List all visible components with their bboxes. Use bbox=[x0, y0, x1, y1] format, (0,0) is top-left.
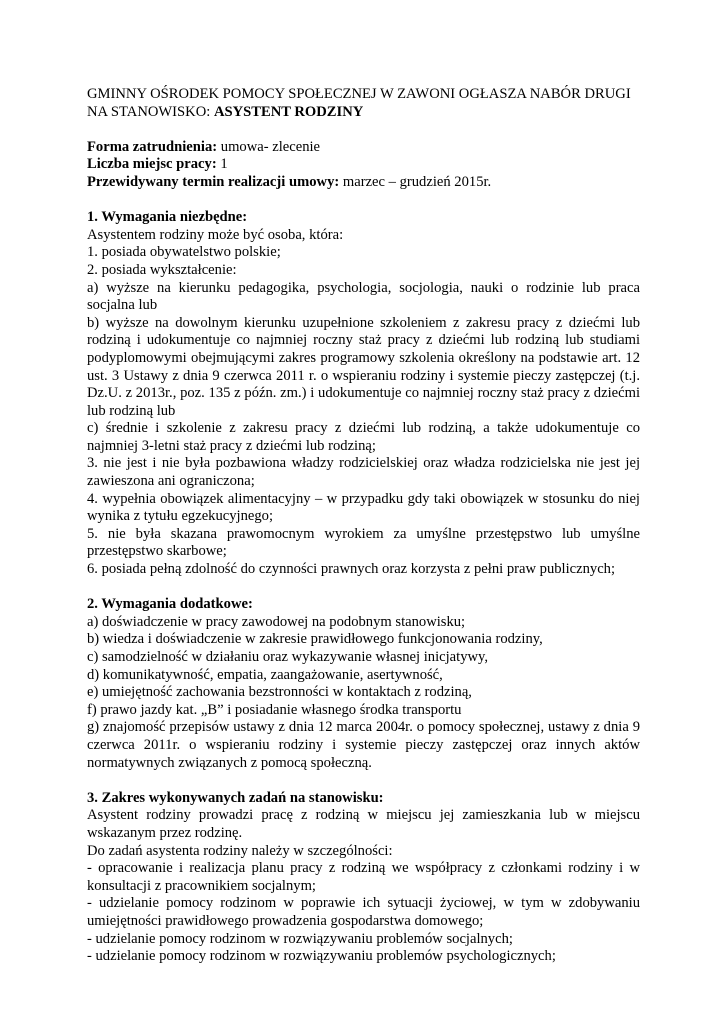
list-item: b) wyższe na dowolnym kierunku uzupełnione szkoleniem z zakresu pracy z dziećmi lub rodziną i udokumentuje co najmniej roczny staż pracy z dziećmi lub rodziną lub studiami podyplomowymi obejmującymi zakres programowy szkolenia określony na podstawie art. 12 ust. 3 Ustawy z dnia 9 czerwca 2011 r. o wspieraniu rodziny i systemie pieczy zastępczej (t.j. Dz.U. z 2013r., poz. 135 z późn. zm.) i udokumentuje co najmniej roczny staż pracy z dziećmi lub rodziną lub bbox=[87, 314, 640, 419]
title-text: GMINNY OŚRODEK POMOCY SPOŁECZNEJ W ZAWONI OGŁASZA NABÓR DRUGI NA STANOWISKO: bbox=[87, 86, 631, 120]
employment-form-label: Forma zatrudnienia: bbox=[87, 138, 218, 155]
list-item: e) umiejętność zachowania bezstronności w kontaktach z rodziną, bbox=[87, 684, 472, 701]
list-item: 6. posiada pełną zdolność do czynności prawnych oraz korzysta z pełni praw publicznych; bbox=[87, 561, 616, 578]
list-item: 5. nie była skazana prawomocnym wyrokiem za umyślne przestępstwo lub umyślne przestępstwo skarbowe; bbox=[87, 525, 640, 560]
list-item: a) doświadczenie w pracy zawodowej na podobnym stanowisku; bbox=[87, 613, 466, 630]
list-item: 3. nie jest i nie była pozbawiona władzy rodzicielskiej oraz władza rodzicielska nie jest jej zawieszona ani ograniczona; bbox=[87, 455, 640, 490]
list-item: c) średnie i szkolenie z zakresu pracy z dziećmi lub rodziną, a także udokumentuje co najmniej 3-letni staż pracy z dziećmi lub rodziną; bbox=[87, 420, 640, 454]
places-count bbox=[87, 156, 640, 174]
section-heading: 1. Wymagania niezbędne: bbox=[87, 209, 248, 226]
document-page bbox=[87, 86, 640, 966]
list-item: 2. posiada wykształcenie: bbox=[87, 261, 237, 278]
list-item: Asystent rodziny prowadzi pracę z rodziną w miejscu jej zamieszkania lub w miejscu wskazanym przez rodzinę. bbox=[87, 807, 640, 841]
section-heading: 3. Zakres wykonywanych zadań na stanowisku: bbox=[87, 789, 384, 806]
contract-term-label: Przewidywany termin realizacji umowy: bbox=[87, 173, 340, 190]
list-item: - udzielanie pomocy rodzinom w poprawie ich sytuacji życiowej, w tym w zdobywaniu umiejętności prawidłowego prowadzenia gospodarstwa domowego; bbox=[87, 895, 640, 929]
employment-form bbox=[87, 139, 640, 157]
contract-term-value: marzec – grudzień 2015r. bbox=[339, 173, 492, 190]
list-item: Do zadań asystenta rodziny należy w szczególności: bbox=[87, 842, 393, 859]
page-title bbox=[87, 86, 640, 121]
section-heading: 2. Wymagania dodatkowe: bbox=[87, 596, 253, 613]
list-item: 4. wypełnia obowiązek alimentacyjny – w przypadku gdy taki obowiązek w stosunku do niej wynika z tytułu egzekucyjnego; bbox=[87, 490, 640, 525]
section-intro: Asystentem rodziny może być osoba, która: bbox=[87, 226, 344, 243]
list-item: g) znajomość przepisów ustawy z dnia 12 marca 2004r. o pomocy społecznej, ustawy z dnia 9 czerwca 2011r. o wspieraniu rodziny i systemie pieczy zastępczej oraz innych aktów normatywnych związanych z pomocą społeczną. bbox=[87, 719, 640, 771]
list-item: f) prawo jazdy kat. „B” i posiadanie własnego środka transportu bbox=[87, 701, 462, 718]
contract-term bbox=[87, 174, 640, 192]
position-name: ASYSTENT RODZINY bbox=[213, 103, 364, 120]
list-item: - udzielanie pomocy rodzinom w rozwiązywaniu problemów socjalnych; bbox=[87, 930, 513, 947]
list-item: - udzielanie pomocy rodzinom w rozwiązywaniu problemów psychologicznych; bbox=[87, 948, 556, 965]
list-item: a) wyższe na kierunku pedagogika, psychologia, socjologia, nauki o rodzinie lub praca socjalna lub bbox=[87, 279, 640, 314]
employment-form-value: umowa- zlecenie bbox=[217, 138, 321, 155]
places-count-label: Liczba miejsc pracy: bbox=[87, 156, 217, 173]
list-item: c) samodzielność w działaniu oraz wykazywanie własnej inicjatywy, bbox=[87, 649, 489, 665]
list-item: - opracowanie i realizacja planu pracy z rodziną we współpracy z członkami rodziny i w konsultacji z pracownikiem socjalnym; bbox=[87, 860, 640, 894]
list-item: d) komunikatywność, empatia, zaangażowanie, asertywność, bbox=[87, 666, 443, 683]
list-item: b) wiedza i doświadczenie w zakresie prawidłowego funkcjonowania rodziny, bbox=[87, 631, 543, 648]
list-item: 1. posiada obywatelstwo polskie; bbox=[87, 244, 281, 261]
places-count-value: 1 bbox=[216, 156, 228, 173]
